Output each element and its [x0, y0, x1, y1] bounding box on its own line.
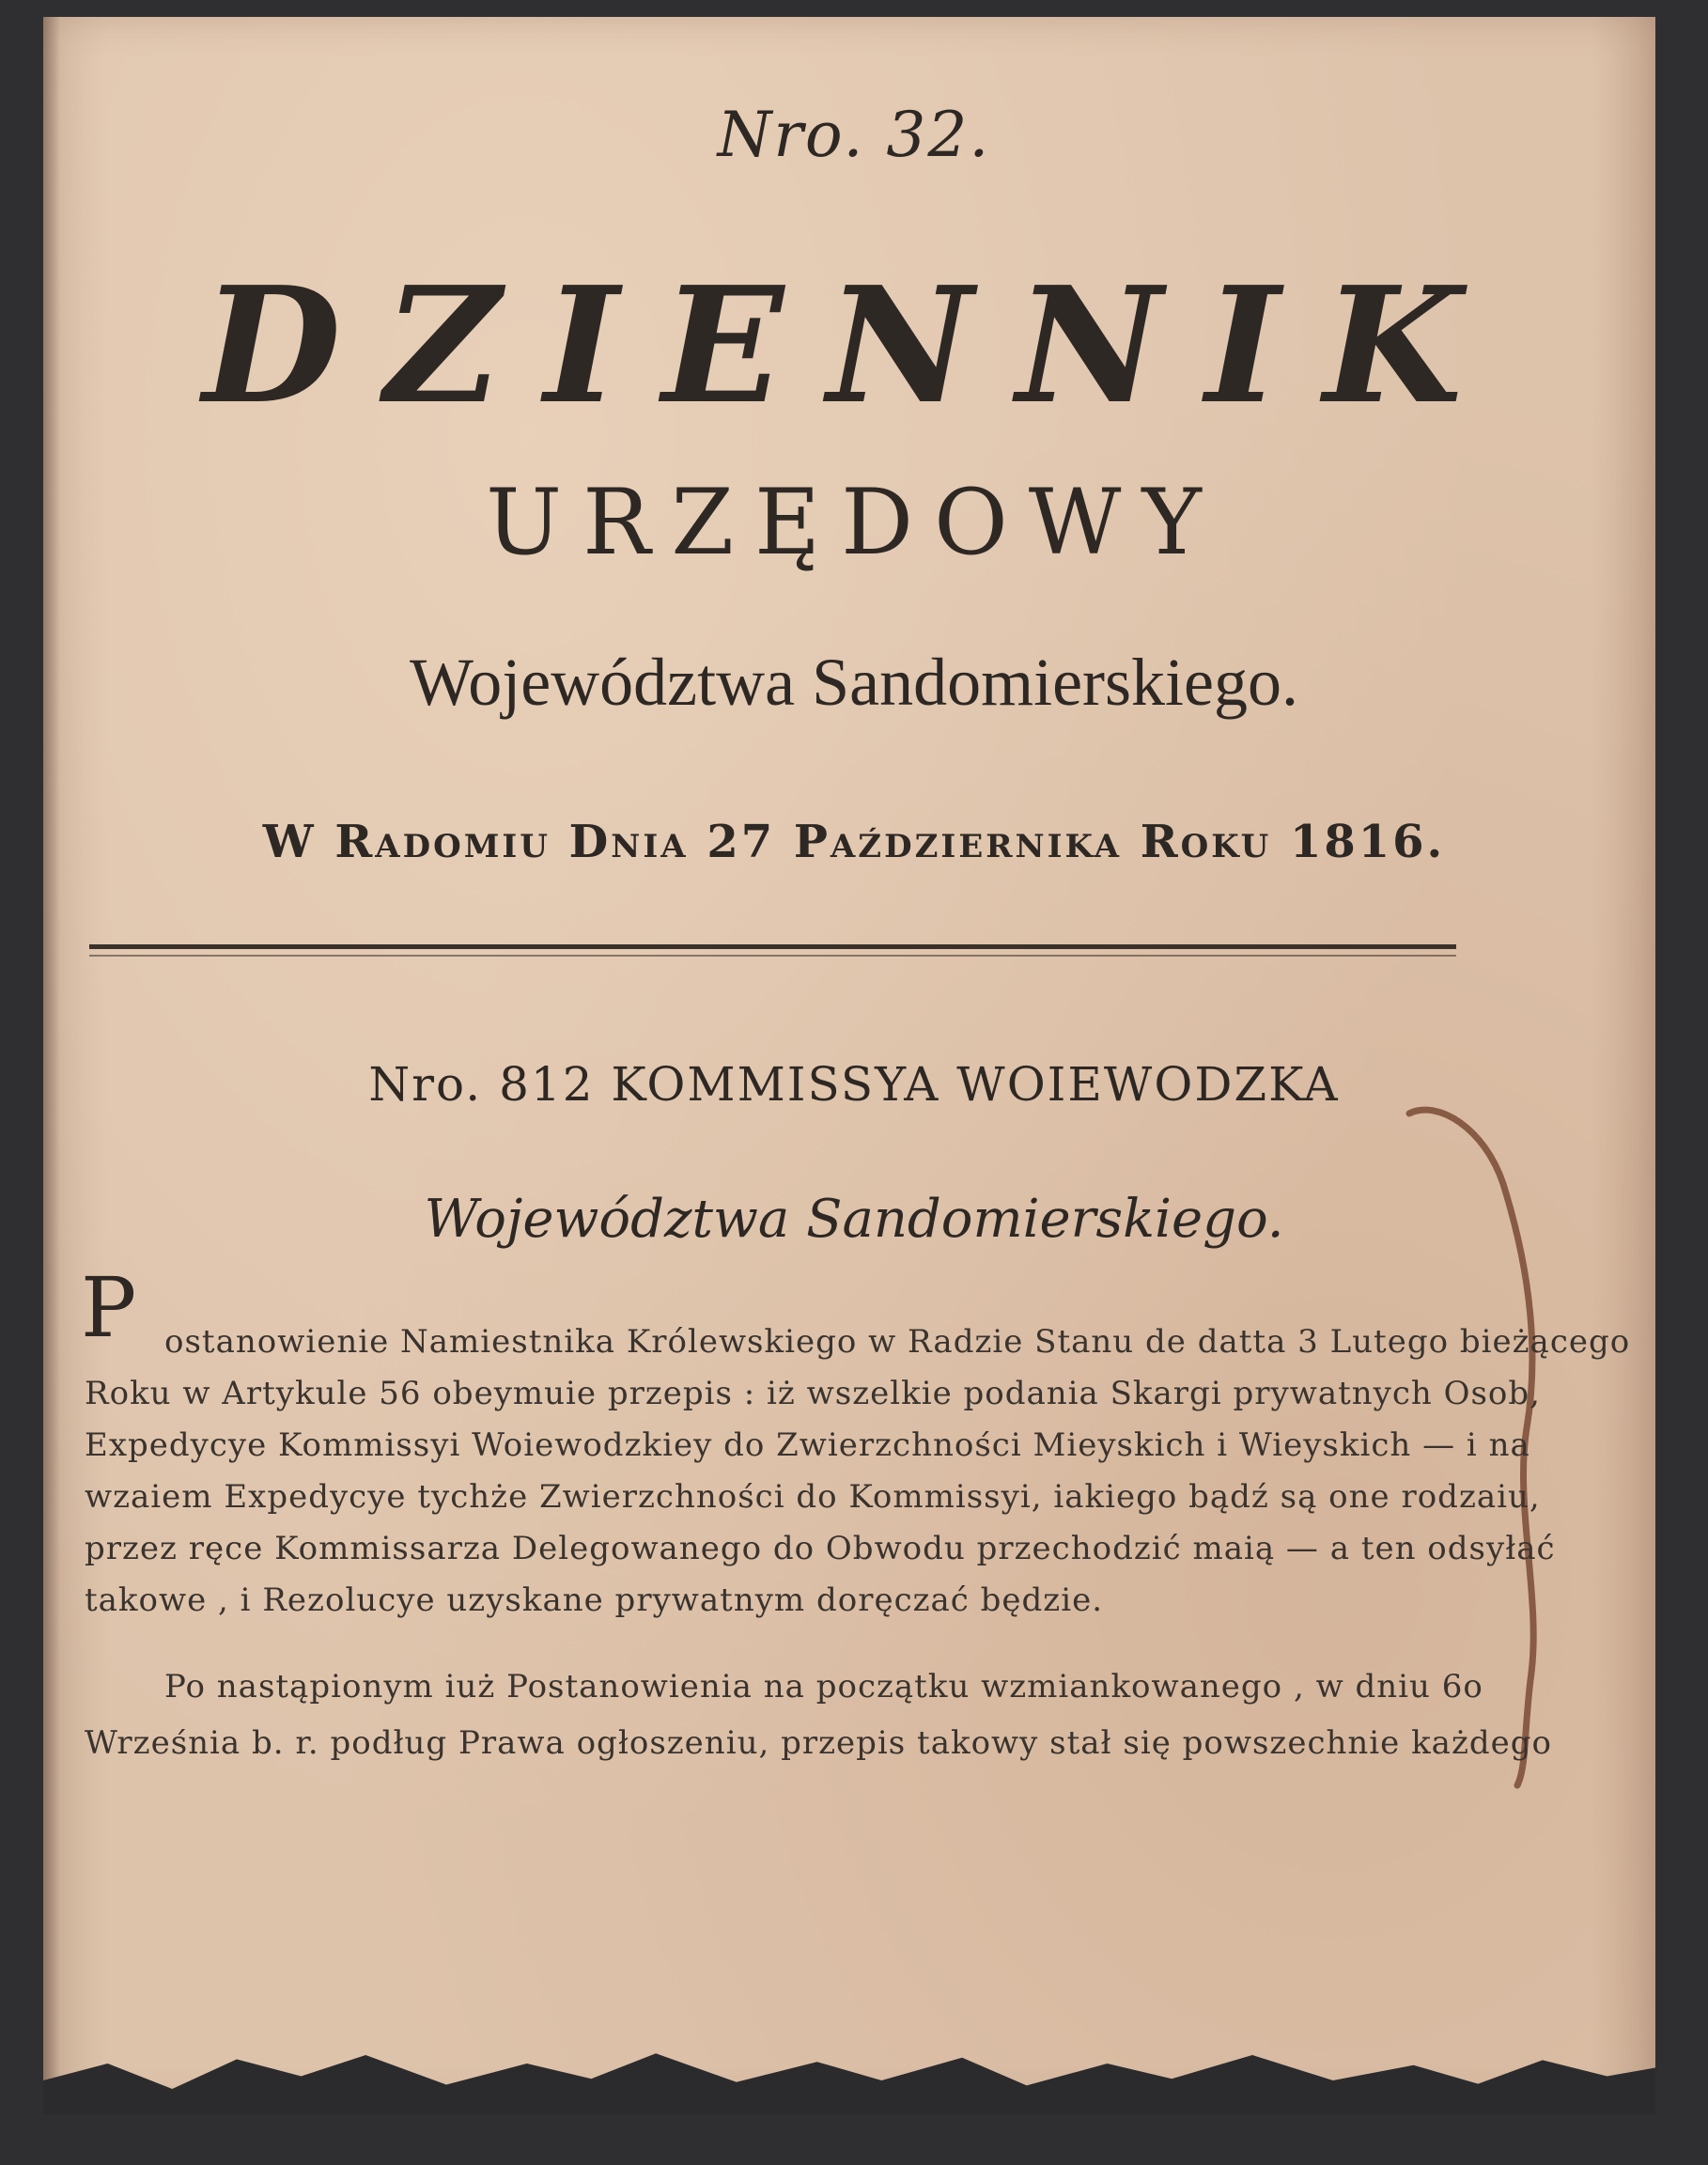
body-line: Roku w Artykule 56 obeymuie przepis : iż wszelkie podania Skargi prywatnych Osob,	[85, 1375, 1541, 1412]
header-rule-thin	[89, 955, 1456, 957]
section-subheading: Województwa Sandomierskiego.	[424, 1189, 1284, 1250]
body-line: przez ręce Kommissarza Delegowanego do Obwodu przechodzić maią — a ten odsyłać	[85, 1530, 1556, 1567]
newspaper-region: Województwa Sandomierskiego.	[410, 645, 1298, 720]
body-line: takowe , i Rezolucye uzyskane prywatnym doręczać będzie.	[85, 1581, 1104, 1619]
newspaper-title: DZIENNIK	[202, 252, 1506, 440]
body-line: wzaiem Expedycye tychże Zwierzchności do Kommissyi, iakiego bądź są one rodzaiu,	[85, 1478, 1541, 1516]
body-line: Expedycye Kommissyi Woiewodzkiey do Zwierzchności Mieyskich i Wieyskich — i na	[85, 1426, 1530, 1464]
drop-capital: P	[81, 1259, 137, 1356]
body-line: Września b. r. podług Prawa ogłoszeniu, przepis takowy stał się powszechnie każdego	[85, 1724, 1552, 1762]
header-rule	[89, 944, 1456, 949]
issue-number: Nro. 32.	[717, 99, 991, 171]
dateline: W Radomiu Dnia 27 Października Roku 1816.	[262, 816, 1446, 868]
newspaper-subtitle: URZĘDOWY	[486, 470, 1222, 575]
body-line: ostanowienie Namiestnika Królewskiego w Radzie Stanu de datta 3 Lutego bieżącego	[164, 1323, 1631, 1361]
section-heading: Nro. 812 KOMMISSYA WOIEWODZKA	[368, 1057, 1340, 1112]
body-line: Po nastąpionym iuż Postanowienia na początku wzmiankowanego , w dniu 6o	[164, 1668, 1483, 1706]
